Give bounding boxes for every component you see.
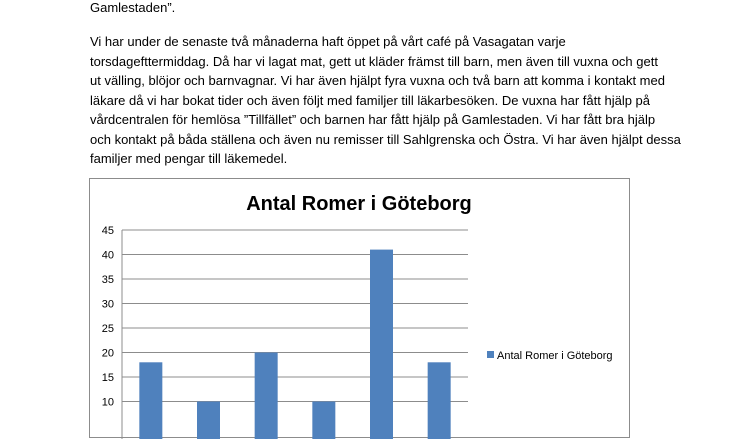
chart-bar bbox=[139, 362, 162, 439]
paragraph-line: Vi har under de senaste två månaderna haft öppet på vårt café på Vasagatan varje bbox=[90, 34, 566, 49]
paragraph-top: Gamlestaden”. bbox=[90, 0, 176, 15]
paragraph-line: familjer med pengar till läkemedel. bbox=[90, 151, 288, 166]
legend-swatch bbox=[487, 351, 494, 358]
chart-bar bbox=[428, 362, 451, 439]
paragraph-line: vårdcentralen för hemlösa ”Tillfället” och barnen har fått hjälp på Gamlestaden. Vi har fått bra hjälp bbox=[90, 112, 656, 127]
legend-label: Antal Romer i Göteborg bbox=[497, 350, 613, 362]
paragraph-main bbox=[90, 32, 681, 169]
y-tick-label: 20 bbox=[101, 347, 114, 360]
y-tick-label: 40 bbox=[101, 249, 114, 262]
chart-container bbox=[89, 178, 630, 438]
y-tick-label: 45 bbox=[101, 225, 114, 237]
chart-legend bbox=[487, 350, 613, 362]
y-tick-label: 15 bbox=[101, 372, 114, 384]
chart-bar bbox=[255, 353, 278, 440]
paragraph-line: torsdagefttermiddag. Då har vi lagat mat, gett ut kläder främst till barn, men även till vuxna och gett bbox=[90, 53, 658, 69]
y-tick-label: 10 bbox=[101, 396, 114, 409]
y-tick-label: 25 bbox=[101, 323, 114, 335]
paragraph-line: och kontakt på båda ställena och även nu remisser till Sahlgrenska och Östra. Vi har även hjälpt dessa bbox=[90, 131, 681, 147]
y-tick-label: 35 bbox=[101, 274, 114, 286]
chart-bar bbox=[197, 402, 220, 440]
bar-chart bbox=[90, 179, 631, 439]
paragraph-line: ut välling, blöjor och barnvagnar. Vi har även hjälpt fyra vuxna och två barn att komma i kontakt med bbox=[90, 73, 665, 88]
chart-title: Antal Romer i Göteborg bbox=[246, 193, 472, 215]
chart-bar bbox=[312, 402, 335, 440]
paragraph-line: läkare då vi har bokat tider och även följt med familjer till läkarbesöken. De vuxna har fått hjälp på bbox=[90, 92, 651, 108]
chart-bar bbox=[370, 250, 393, 439]
y-tick-label: 30 bbox=[101, 298, 114, 311]
